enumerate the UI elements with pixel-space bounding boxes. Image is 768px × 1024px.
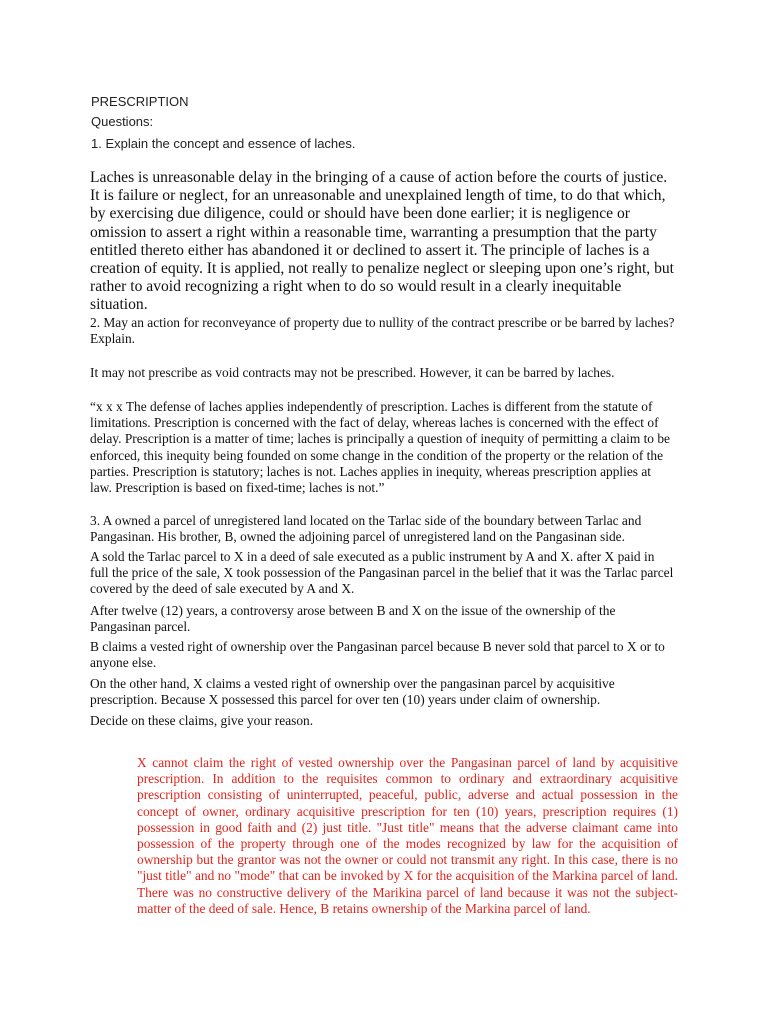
question-3-paragraph-3: After twelve (12) years, a controversy arose between B and X on the issue of the ownership of the Pangasinan parcel. — [90, 603, 616, 635]
question-2: 2. May an action for reconveyance of property due to nullity of the contract prescribe or be barred by laches? Explain. — [90, 315, 675, 347]
document-title: PRESCRIPTION — [91, 94, 189, 109]
question-1: 1. Explain the concept and essence of laches. — [91, 136, 356, 151]
question-3-paragraph-4: B claims a vested right of ownership over the Pangasinan parcel because B never sold that parcel to X or to anyone else. — [90, 639, 665, 671]
answer-2-quote: “x x x The defense of laches applies independently of prescription. Laches is different from the statute of limitations. Prescription is concerned with the fact of delay, whereas laches is concerned with the effect of delay. Prescription is a matter of time; laches is principally a question of inequity of permitting a claim to be enforced, this inequity being founded on some change in the condition of the property or the relation of the parties. Prescription is statutory; laches is not. Laches applies in inequity, whereas prescription applies at law. Prescription is based on fixed-time; laches is not.” — [90, 399, 670, 496]
answer-2-intro: It may not prescribe as void contracts may not be prescribed. However, it can be barred by laches. — [90, 365, 615, 380]
question-3-paragraph-2: A sold the Tarlac parcel to X in a deed of sale executed as a public instrument by A and X. after X paid in full the price of the sale, X took possession of the Pangasinan parcel in the belief that it was the Tarlac parcel covered by the deed of sale executed by A and X. — [90, 549, 674, 597]
question-3-paragraph-5: On the other hand, X claims a vested right of ownership over the pangasinan parcel by acquisitive prescription. Because X possessed this parcel for over ten (10) years under claim of ownership. — [90, 676, 615, 708]
question-3-paragraph-1: 3. A owned a parcel of unregistered land located on the Tarlac side of the boundary between Tarlac and Pangasinan. His brother, B, owned the adjoining parcel of unregistered land on the Pangasinan side. — [90, 513, 642, 545]
question-3-paragraph-6: Decide on these claims, give your reason. — [90, 713, 314, 728]
answer-3: X cannot claim the right of vested ownership over the Pangasinan parcel of land by acquisitive prescription. In addition to the requisites common to ordinary and extraordinary acquisitive prescription consisting of uninterrupted, peaceful, public, adverse and actual possession in the concept of owner, ordinary acquisitive prescription for ten (10) years, prescription requires (1) possession in good faith and (2) just title. "Just title" means that the adverse claimant came into possession of the property through one of the modes recognized by law for the acquisition of ownership but the grantor was not the owner or could not transmit any right. In this case, there is no "just title" and no "mode" that can be invoked by X for the acquisition of the Markina parcel of land. There was no constructive delivery of the Marikina parcel of land because it was not the subject-matter of the deed of sale. Hence, B retains ownership of the Markina parcel of land. — [137, 755, 678, 916]
questions-label: Questions: — [91, 114, 154, 129]
answer-1: Laches is unreasonable delay in the bringing of a cause of action before the courts of justice. It is failure or neglect, for an unreasonable and unexplained length of time, to do that which, by exercising due diligence, could or should have been done earlier; it is negligence or omission to assert a right within a reasonable time, warranting a presumption that the party entitled thereto either has abandoned it or declined to assert it. The principle of laches is a creation of equity. It is applied, not really to penalize neglect or sleeping upon one’s right, but rather to avoid recognizing a right when to do so would result in a clearly inequitable situation. — [90, 169, 675, 314]
